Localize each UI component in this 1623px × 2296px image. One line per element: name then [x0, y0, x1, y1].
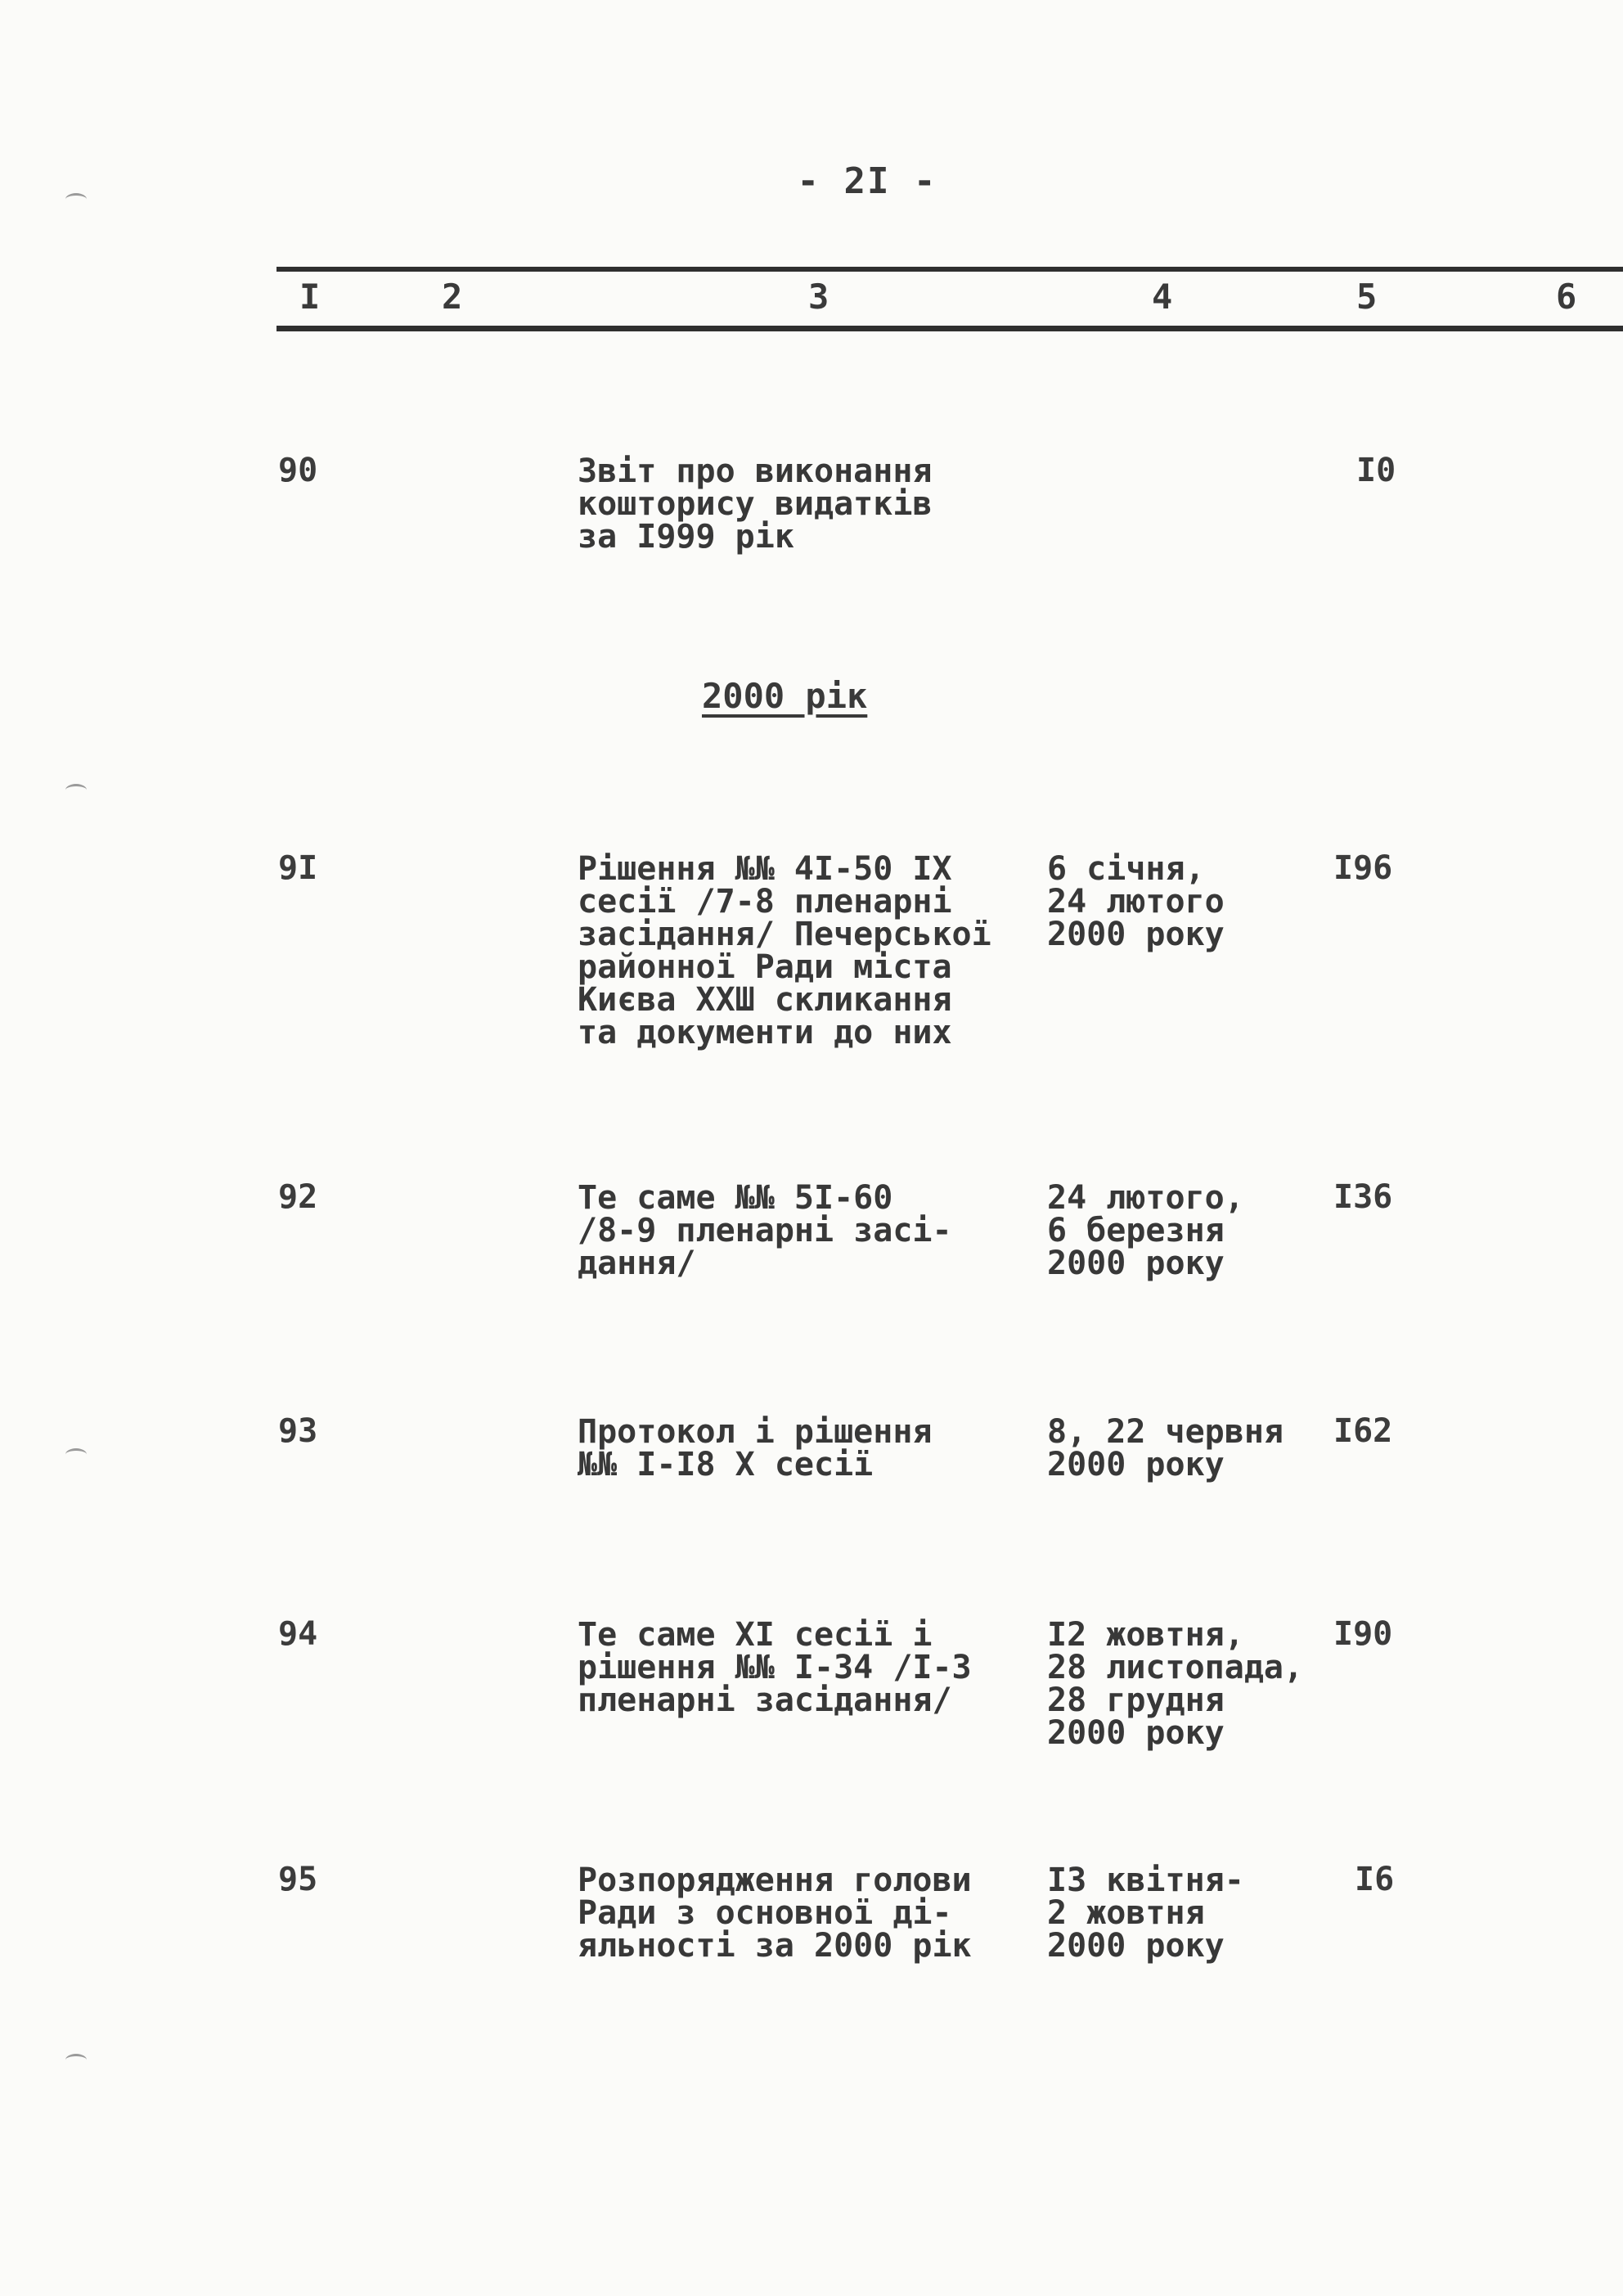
item-title: Звіт про виконання кошторису видатків за I999 рік — [578, 452, 933, 556]
page-number: - 2I - — [797, 160, 937, 202]
item-title: Протокол і рішення №№ I-I8 X сесії — [578, 1413, 933, 1483]
item-dates: 8, 22 червня 2000 року — [1047, 1413, 1284, 1483]
item-number: 94 — [278, 1615, 318, 1653]
column-header-6: 6 — [1556, 277, 1577, 317]
column-header-5: 5 — [1356, 277, 1378, 317]
item-title: Рішення №№ 4I-50 IX сесії /7-8 пленарні засідання/ Печерської районної Ради міста Києва XXШ скликання та документи до них — [578, 850, 991, 1051]
punch-hole-mark — [65, 2054, 87, 2066]
item-number: 95 — [278, 1861, 318, 1898]
column-header-3: 3 — [808, 277, 829, 317]
item-sheet-count: I62 — [1333, 1412, 1393, 1450]
punch-hole-mark — [65, 784, 87, 796]
item-dates: 24 лютого, 6 березня 2000 року — [1047, 1179, 1244, 1282]
column-header-1: I — [299, 277, 321, 317]
item-sheet-count: I36 — [1333, 1178, 1393, 1216]
item-dates: 6 січня, 24 лютого 2000 року — [1047, 850, 1225, 953]
item-title: Те саме №№ 5I-60 /8-9 пленарні засі- дання/ — [578, 1179, 952, 1282]
year-heading: 2000 рік — [702, 676, 868, 716]
punch-hole-mark — [65, 1448, 87, 1461]
item-number: 92 — [278, 1178, 318, 1216]
item-dates: I2 жовтня, 28 листопада, 28 грудня 2000 року — [1047, 1616, 1304, 1752]
item-sheet-count: I90 — [1333, 1615, 1393, 1653]
column-header-2: 2 — [442, 277, 463, 317]
item-number: 93 — [278, 1412, 318, 1450]
item-title: Те саме XI сесії і рішення №№ I-34 /I-3 пленарні засідання/ — [578, 1616, 972, 1719]
header-rule-top — [276, 267, 1623, 272]
item-sheet-count: I6 — [1355, 1861, 1395, 1898]
column-header-4: 4 — [1152, 277, 1173, 317]
item-sheet-count: I96 — [1333, 849, 1393, 887]
item-number: 90 — [278, 452, 318, 489]
item-number: 9I — [278, 849, 318, 887]
item-title: Розпорядження голови Ради з основної ді- яльності за 2000 рік — [578, 1862, 972, 1965]
header-rule-bottom — [276, 326, 1623, 331]
item-sheet-count: I0 — [1356, 452, 1396, 489]
item-dates: I3 квітня- 2 жовтня 2000 року — [1047, 1862, 1244, 1965]
